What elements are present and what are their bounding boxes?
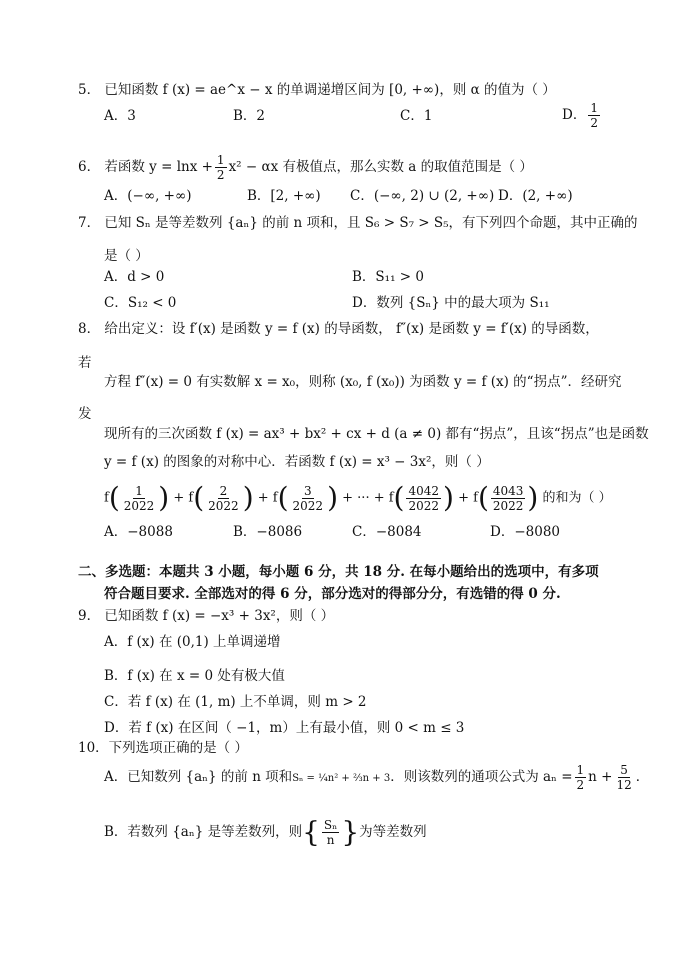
fraction-denominator: 2022 (208, 498, 239, 513)
q8-line4: y = f (x) 的图象的对称中心．若函数 f (x) = x³ − 3x²，则（ ） (104, 454, 490, 470)
q6-option-b: B．[2, +∞) (247, 188, 321, 204)
fraction-numerator: 4043 (492, 483, 524, 498)
q7-stem-line1: 7． 已知 Sₙ 是等差数列 {aₙ} 的前 n 项和，且 S₆ > S₇ > S₅，有下列四个命题，其中正确的 (78, 215, 638, 231)
q8-line1: 8． 给出定义：设 f′(x) 是函数 y = f (x) 的导函数， f″(x) 是函数 y = f′(x) 的导函数， (78, 321, 599, 337)
q7-option-b: B．S₁₁ > 0 (352, 269, 424, 285)
q7-option-c: C．S₁₂ < 0 (104, 295, 177, 311)
q8-line1-wrap: 若 (78, 355, 92, 371)
q6-option-a: A．(−∞, +∞) (104, 188, 192, 204)
fraction-numerator: 2 (219, 483, 228, 498)
q5-option-d (562, 98, 602, 132)
q8-sum-expression: f( $\frac{1}{2022}$ ) + f( $\frac{2}{2022}$ ) + f( $\frac{3}{2022}$ ) + ··· + f( $\frac{4042}{2022}$ ) + f( $\frac{4043}{2022}$ ) 的和为（ ） (104, 481, 612, 514)
fraction-denominator: 2 (576, 778, 585, 792)
q7-option-a: A．d > 0 (104, 269, 165, 285)
q9-option-b: B．f (x) 在 x = 0 处有极大值 (104, 668, 285, 684)
q10-option-b-fraction (322, 818, 339, 847)
fraction-denominator: n (326, 833, 335, 847)
q8-option-c: C．−8084 (352, 524, 422, 540)
fraction-denominator: 2022 (492, 498, 524, 513)
q10-stem: 10．下列选项正确的是（ ） (78, 740, 248, 756)
q6-stem-part-a: 6． 若函数 y = lnx + (78, 159, 213, 175)
fraction-numerator: 1 (576, 763, 585, 777)
q8-term-1 (122, 484, 157, 513)
q5-option-d-label: D． (562, 107, 587, 123)
section-2-heading-line1: 二、多选题：本题共 3 小题，每小题 6 分，共 18 分. 在每小题给出的选项中，有多项 (78, 564, 599, 580)
q10-option-b-text: B．若数列 {aₙ} 是等差数列，则 (104, 824, 303, 840)
q10-option-a-text: A．已知数列 {aₙ} 的前 n 项和 (104, 769, 293, 785)
fraction-numerator: 5 (620, 763, 628, 777)
q8-line3: 现所有的三次函数 f (x) = ax³ + bx² + cx + d (a ≠ 0) 都有“拐点”，且该“拐点”也是函数 (104, 426, 649, 442)
q10-option-a-end: ． (635, 769, 650, 785)
q9-option-c: C．若 f (x) 在 (1, m) 上不单调，则 m > 2 (104, 694, 367, 710)
q10-option-a-fraction2 (614, 763, 633, 792)
q10-option-a-fraction1 (575, 763, 587, 792)
fraction-numerator: 3 (303, 483, 312, 498)
q8-line2: 方程 f″(x) = 0 有实数解 x = x₀，则称 (x₀, f (x₀)) 为函数 y = f (x) 的“拐点”．经研究 (104, 374, 622, 390)
q8-line2-wrap: 发 (78, 406, 92, 422)
q6-stem-part-b: x² − αx 有极值点，那么实数 a 的取值范围是（ ） (228, 159, 533, 175)
section-2-heading-line2: 符合题目要求. 全部选对的得 6 分，部分选对的得部分分，有选错的得 0 分. (104, 586, 561, 602)
q6-option-d: D．(2, +∞) (498, 188, 573, 204)
q10-option-a-text2: ．则该数列的通项公式为 aₙ = (390, 769, 573, 785)
fraction-numerator: 4042 (408, 483, 440, 498)
q8-option-a: A．−8088 (104, 524, 173, 540)
fraction-denominator: 12 (616, 778, 632, 792)
q7-stem-line2: 是（ ） (104, 248, 149, 264)
q9-option-a: A．f (x) 在 (0,1) 上单调递增 (104, 634, 281, 650)
q8-term-3 (291, 484, 326, 513)
q8-term-2 (206, 484, 241, 513)
q10-option-a (104, 760, 649, 796)
fraction-denominator: 2 (216, 168, 225, 182)
q9-option-d: D．若 f (x) 在区间（ −1，m）上有最小值，则 0 < m ≤ 3 (104, 720, 465, 736)
q10-option-a-sn-formula: Sₙ = ¼n² + ⅔n + 3 (292, 773, 391, 784)
q10-option-b-text2: 为等差数列 (359, 824, 427, 840)
q5-option-c: C．1 (400, 108, 433, 124)
q6-fraction (215, 153, 227, 182)
q5-stem: 5． 已知函数 f (x) = ae^x − x 的单调递增区间为 [0, +∞)，则 α 的值为（ ） (78, 82, 556, 98)
q8-term-4043 (491, 484, 526, 513)
fraction-numerator: 1 (590, 101, 598, 115)
q5-option-d-fraction (588, 101, 600, 130)
fraction-denominator: 2022 (408, 498, 440, 513)
q8-sum-tail: 的和为（ ） (542, 490, 612, 506)
fraction-denominator: 2022 (292, 498, 324, 513)
q8-option-b: B．−8086 (233, 524, 303, 540)
q10-option-b: B．若数列 {aₙ} 是等差数列，则{ $\frac{\text{Sₙ}}{n}$ }为等差数列 (104, 815, 427, 849)
fraction-numerator: Sₙ (323, 818, 338, 832)
fraction-denominator: 2022 (123, 498, 155, 513)
q8-term-4042 (406, 484, 441, 513)
q5-option-b: B．2 (233, 108, 266, 124)
fraction-numerator: 1 (216, 153, 225, 167)
fraction-denominator: 2 (590, 116, 598, 130)
q9-stem: 9． 已知函数 f (x) = −x³ + 3x²，则（ ） (78, 608, 335, 624)
q5-option-a: A．3 (104, 108, 136, 124)
q7-option-d: D．数列 {Sₙ} 中的最大项为 S₁₁ (352, 295, 550, 311)
q6-stem (78, 152, 533, 182)
q8-option-d: D．−8080 (490, 524, 560, 540)
q10-option-a-mid: n + (588, 769, 613, 785)
q6-option-c: C．(−∞, 2) ∪ (2, +∞) (350, 188, 495, 204)
fraction-numerator: 1 (135, 483, 143, 498)
